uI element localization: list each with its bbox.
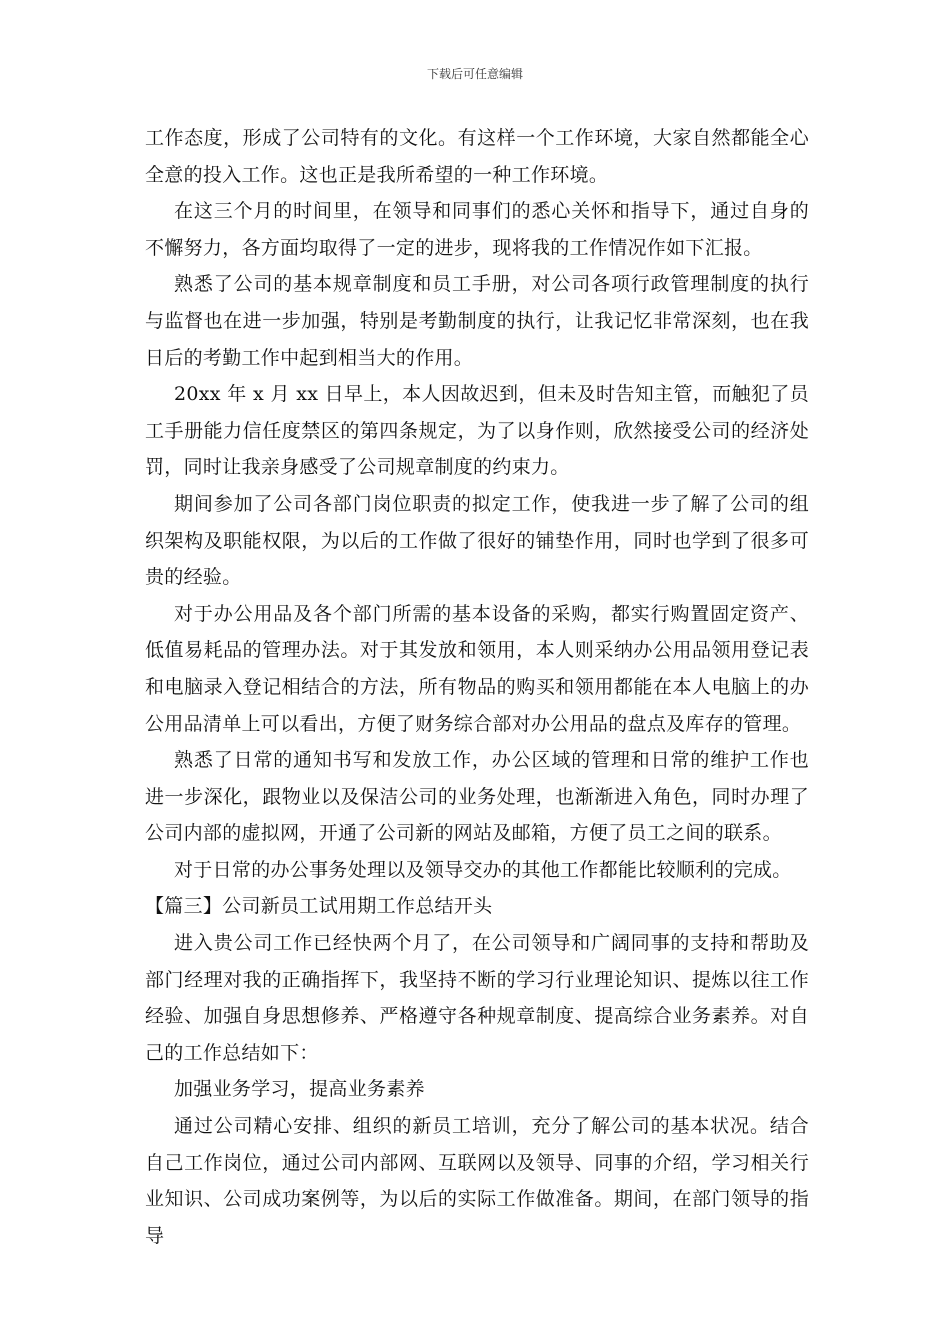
paragraph-6: 对于办公用品及各个部门所需的基本设备的采购，都实行购置固定资产、低值易耗品的管理办法。对于其发放和领用，本人则采纳办公用品领用登记表和电脑录入登记相结合的方法，所有物品的购买和领用都能在本人电脑上的办公用品清单上可以看出，方便了财务综合部对办公用品的盘点及库存的管理。 [145, 602, 809, 735]
paragraph-9: 进入贵公司工作已经快两个月了，在公司领导和广阔同事的支持和帮助及部门经理对我的正确指挥下，我坚持不断的学习行业理论知识、提炼以往工作经验、加强自身思想修养、严格遵守各种规章制度、提高综合业务素养。对自己的工作总结如下： [145, 932, 809, 1064]
paragraph-4: 20xx 年 x 月 xx 日早上，本人因故迟到，但未及时告知主管，而触犯了员工手册能力信任度禁区的第四条规定，为了以身作则，欣然接受公司的经济处罚，同时让我亲身感受了公司规章制度的约束力。 [145, 383, 809, 479]
paragraph-8: 对于日常的办公事务处理以及领导交办的其他工作都能比较顺利的完成。 [174, 858, 792, 881]
section-heading: 【篇三】公司新员工试用期工作总结开头 [145, 895, 493, 918]
paragraph-7: 熟悉了日常的通知书写和发放工作，办公区域的管理和日常的维护工作也进一步深化，跟物业以及保洁公司的业务处理，也渐渐进入角色，同时办理了公司内部的虚拟网，开通了公司新的网站及邮箱，方便了员工之间的联系。 [145, 749, 809, 845]
document-body [145, 120, 809, 1254]
paragraph-3: 熟悉了公司的基本规章制度和员工手册，对公司各项行政管理制度的执行与监督也在进一步加强，特别是考勤制度的执行，让我记忆非常深刻，也在我日后的考勤工作中起到相当大的作用。 [145, 273, 809, 369]
paragraph-2: 在这三个月的时间里，在领导和同事们的悉心关怀和指导下，通过自身的不懈努力，各方面均取得了一定的进步，现将我的工作情况作如下汇报。 [145, 200, 809, 259]
paragraph-10: 通过公司精心安排、组织的新员工培训，充分了解公司的基本状况。结合自己工作岗位，通过公司内部网、互联网以及领导、同事的介绍，学习相关行业知识、公司成功案例等，为以后的实际工作做准备。期间，在部门领导的指导 [145, 1115, 809, 1247]
paragraph-5: 期间参加了公司各部门岗位职责的拟定工作，使我进一步了解了公司的组织架构及职能权限，为以后的工作做了很好的铺垫作用，同时也学到了很多可贵的经验。 [145, 492, 809, 589]
paragraph-1: 工作态度，形成了公司特有的文化。有这样一个工作环境，大家自然都能全心全意的投入工作。这也正是我所希望的一种工作环境。 [145, 127, 809, 186]
subheading: 加强业务学习，提高业务素养 [174, 1078, 425, 1101]
page-header: 下载后可任意编辑 [426, 67, 523, 81]
